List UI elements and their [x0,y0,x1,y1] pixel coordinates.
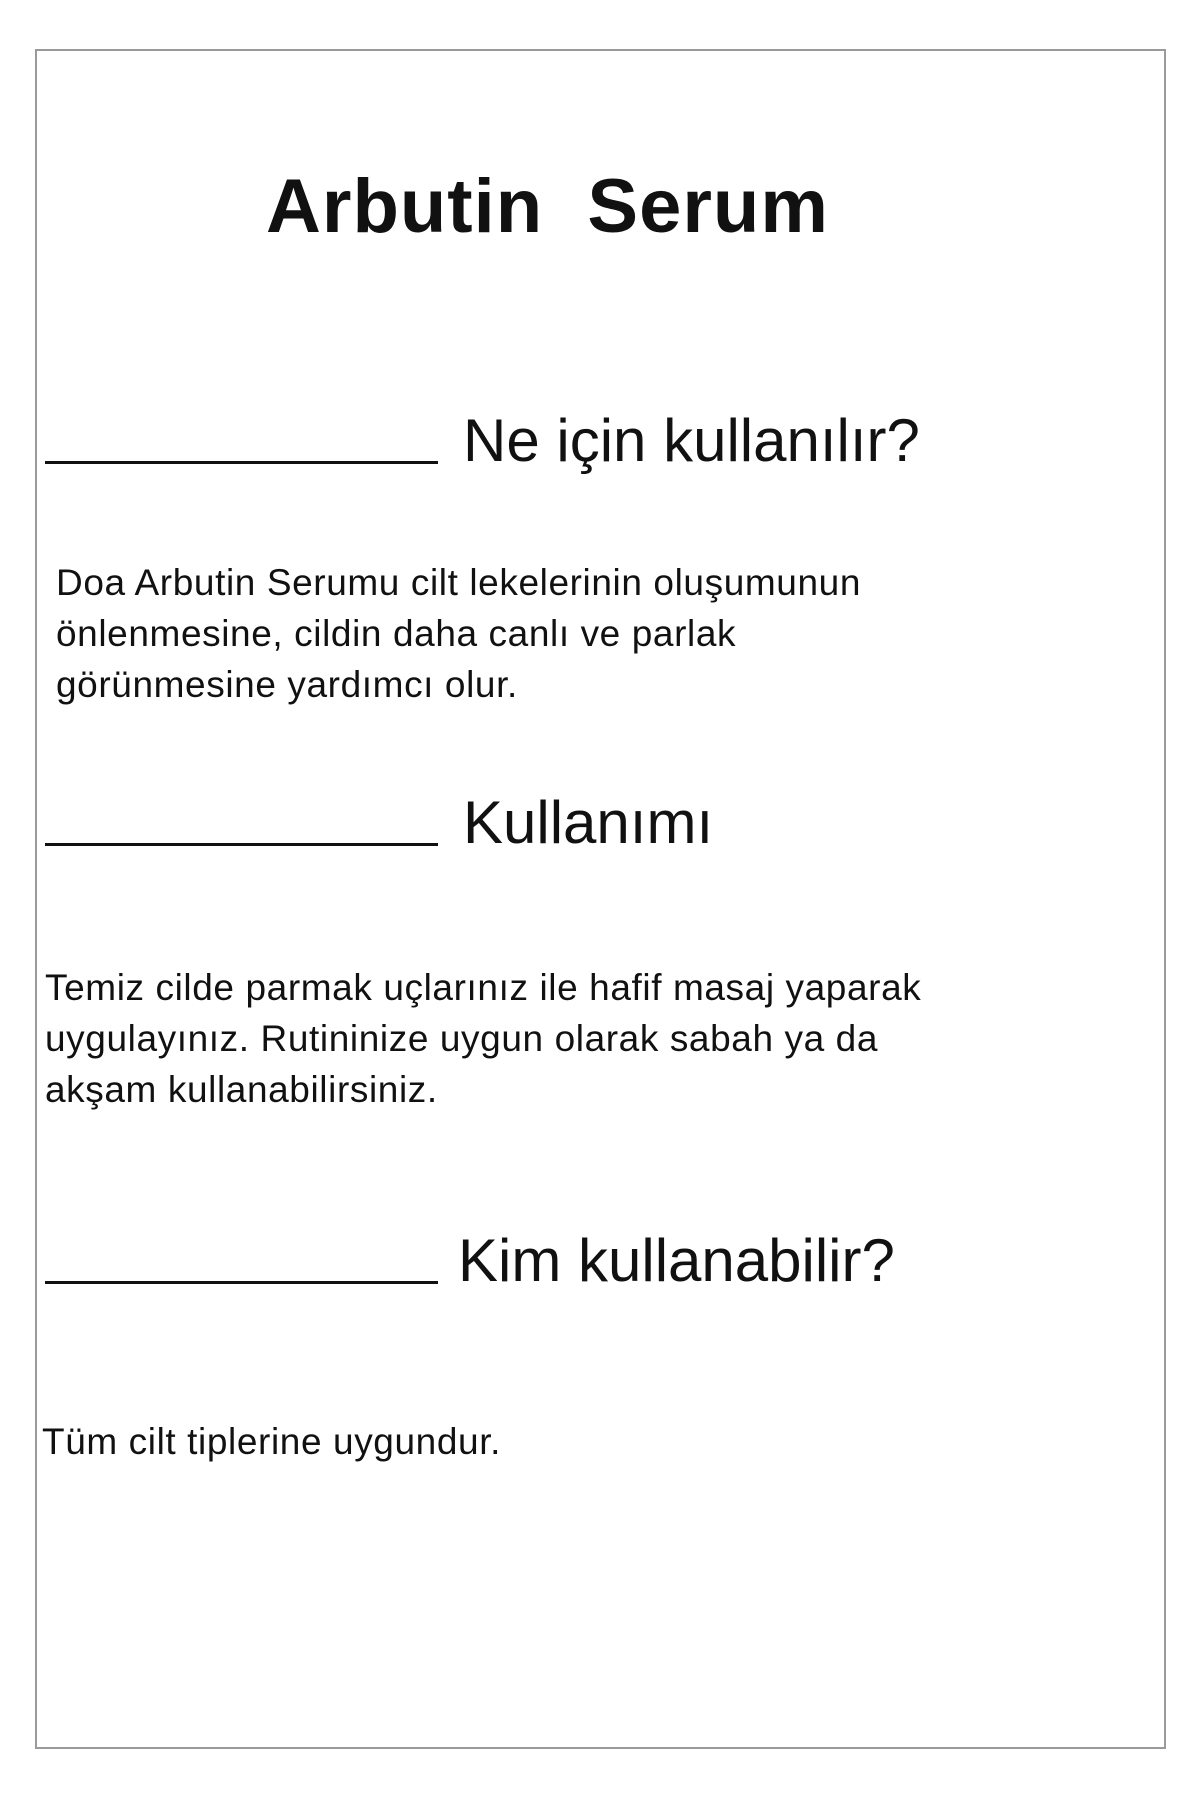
page-title: Arbutin Serum [266,164,829,249]
section-heading-usage-purpose [45,407,920,474]
heading-rule [45,1281,438,1284]
body-line: Temiz cilde parmak uçlarınız ile hafif masaj yaparak [45,967,922,1008]
body-line: Doa Arbutin Serumu cilt lekelerinin oluşumunun [56,562,862,603]
body-line: akşam kullanabilirsiniz. [45,1069,438,1110]
section-heading-how-to-use [45,789,714,856]
section-heading-label: Kullanımı [463,789,714,856]
heading-rule [45,843,438,846]
section-body-how-to-use [45,962,1155,1115]
body-line: önlenmesine, cildin daha canlı ve parlak [56,613,737,654]
section-body-usage-purpose [56,557,1136,710]
body-line: uygulayınız. Rutininize uygun olarak sabah ya da [45,1018,879,1059]
section-body-who-can-use [42,1416,1122,1467]
product-info-card [35,49,1166,1749]
section-heading-who-can-use [45,1227,895,1294]
body-line: Tüm cilt tiplerine uygundur. [42,1421,501,1462]
body-line: görünmesine yardımcı olur. [56,664,518,705]
section-heading-label: Ne için kullanılır? [463,407,920,474]
section-heading-label: Kim kullanabilir? [458,1227,895,1294]
heading-rule [45,461,438,464]
